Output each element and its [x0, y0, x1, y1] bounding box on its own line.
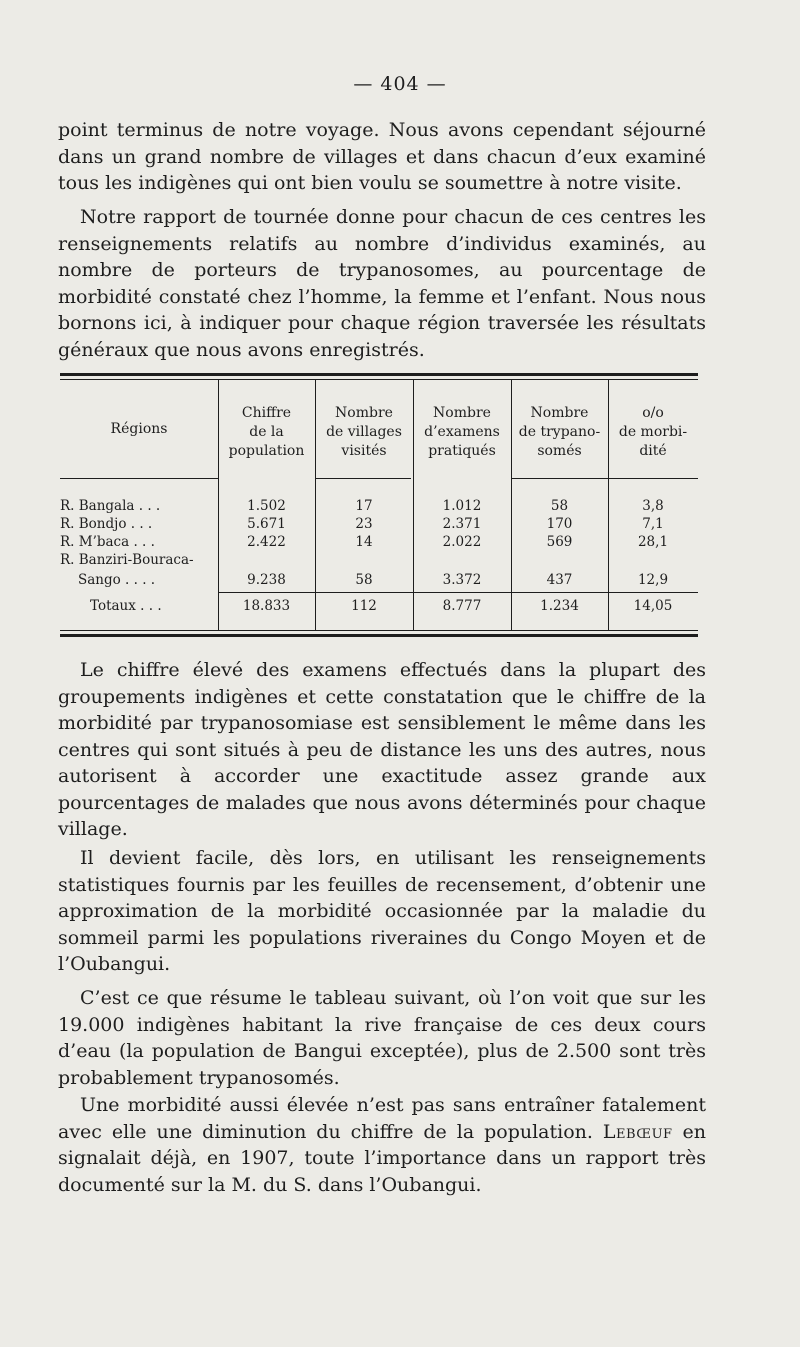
paragraph-1: point terminus de notre voyage. Nous avons cependant séjourné dans un grand nombre de villages et dans chacun d’eux examiné tous les indigènes qui ont bien voulu se soumettre à notre visite. — [58, 119, 706, 194]
paragraph-2: Notre rapport de tournée donne pour chacun de ces centres les renseignements relatifs au nombre d’individus examinés, au nombre de porteurs de trypanosomes, au pourcentage de morbidité constaté chez l’homme, la femme et l’enfant. Nous nous bornons ici, à indiquer pour chaque région traversée les résultats généraux que nous avons enregistrés. — [58, 206, 706, 361]
table-row: R. Banziri-Bouraca- — [60, 552, 194, 568]
header-villages: Nombre de villages visités — [326, 405, 402, 459]
paragraph-5: C’est ce que résume le tableau suivant, où l’on voit que sur les 19.000 indigènes habitant la rive française de ces deux cours d’eau (la population de Bangui exceptée), plus de 2.500 sont très probablement trypanosomés. — [58, 987, 706, 1089]
statistics-table — [60, 373, 698, 637]
header-trypanosomes: Nombre de trypano- somés — [518, 405, 601, 459]
table-row: R. Bangala . . . 1.502 17 1.012 58 3,8 — [60, 498, 664, 514]
header-examens: Nombre d’examens pratiqués — [424, 405, 500, 459]
paragraph-3: Le chiffre élevé des examens effectués dans la plupart des groupements indigènes et cette constatation que le chiffre de la morbidité par trypanosomiase est sensiblement le même dans les centres qui sont situés à peu de distance les uns des autres, nous autorisent à accorder une exactitude assez grande aux pourcentages de malades que nous avons déterminés pour chaque village. — [58, 659, 706, 840]
paragraph-4: Il devient facile, dès lors, en utilisant les renseignements statistiques fournis par les feuilles de recensement, d’obtenir une approximation de la morbidité occasionnée par la maladie du sommeil parmi les populations riveraines du Congo Moyen et de l’Oubangui. — [58, 847, 706, 975]
totals-row: Totaux . . . 18.833 112 8.777 1.234 14,05 — [90, 598, 673, 614]
header-regions: Régions — [110, 421, 168, 437]
table-row: R. Bondjo . . . 5.671 23 2.371 170 7,1 — [60, 516, 664, 532]
header-population: Chiffre de la population — [228, 405, 305, 459]
author-name: Lebœuf — [602, 1120, 673, 1143]
table-row: R. M’baca . . . 2.422 14 2.022 569 28,1 — [60, 534, 669, 550]
page-number: — 404 — — [353, 73, 447, 95]
header-morbidite: o/o de morbi- dité — [618, 405, 688, 459]
table-row: Sango . . . . 9.238 58 3.372 437 12,9 — [78, 572, 669, 588]
paragraph-6: Une morbidité aussi élevée n’est pas sans entraîner fatalement avec elle une diminution du chiffre de la population. Lebœuf en signalait déjà, en 1907, toute l’importance dans un rapport très documenté sur la M. du S. dans l’Oubangui. — [58, 1094, 706, 1196]
